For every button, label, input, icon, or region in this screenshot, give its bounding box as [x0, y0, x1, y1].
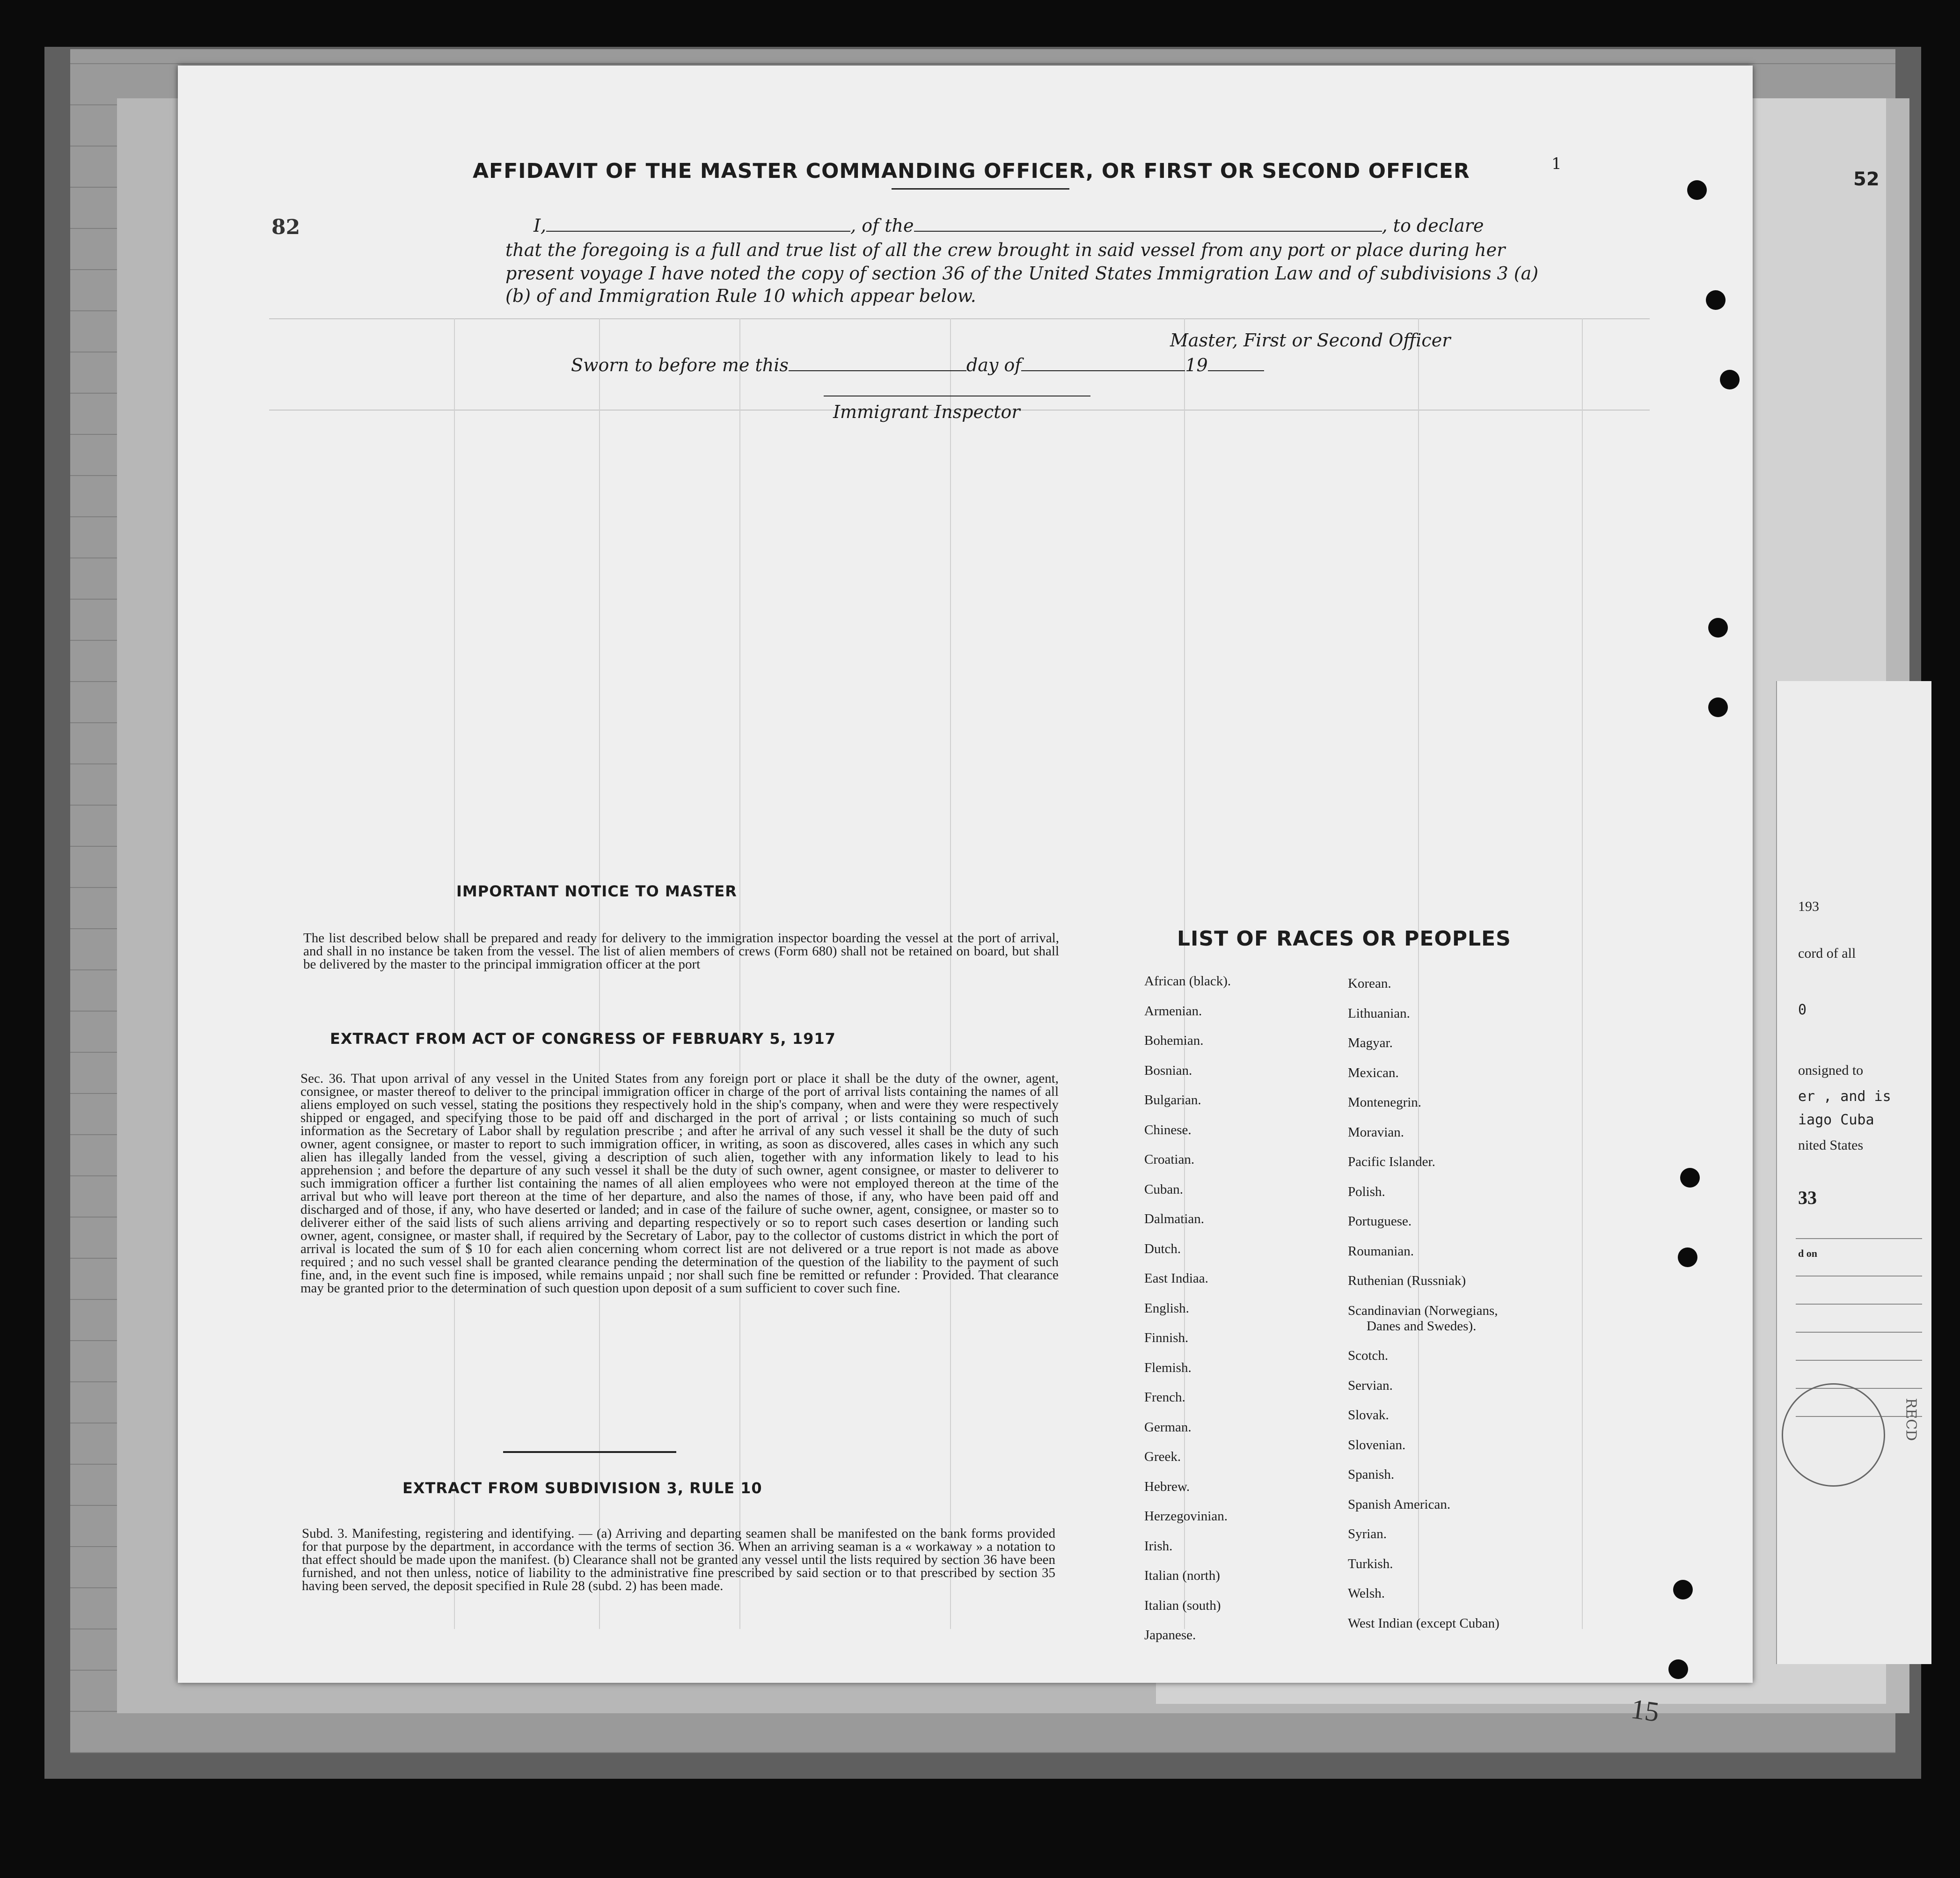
race-item: English. — [1144, 1300, 1189, 1316]
punch-hole — [1720, 370, 1740, 389]
race-item: Cuban. — [1144, 1181, 1183, 1197]
punch-hole — [1708, 618, 1728, 638]
race-item: Korean. — [1348, 976, 1391, 991]
affidavit-page — [178, 66, 1753, 1728]
race-item: Chinese. — [1144, 1122, 1192, 1137]
race-item: Welsh. — [1348, 1586, 1385, 1601]
punch-hole — [1668, 1659, 1688, 1679]
page-mark: 1 — [1551, 154, 1562, 173]
affidavit-title: AFFIDAVIT OF THE MASTER COMMANDING OFFICER, OR FIRST OR SECOND OFFICER — [473, 159, 1470, 183]
notice-heading: IMPORTANT NOTICE TO MASTER — [456, 882, 737, 900]
punch-hole — [1708, 697, 1728, 717]
races-heading: LIST OF RACES OR PEOPLES — [1177, 927, 1511, 951]
race-item: Polish. — [1348, 1184, 1385, 1199]
race-item: Bosnian. — [1144, 1063, 1192, 1078]
slip-line: d on — [1798, 1247, 1817, 1259]
punch-hole — [1706, 290, 1726, 310]
rule-extract-text: Subd. 3. Manifesting, registering and identifying. — (a) Arriving and departing seamen shall be manifested on the bank forms provided for that purpose by the department, in accordance with the terms of section 36. When an arriving seaman is a « workaway » a notation to that effect should be made upon the manifest. (b) Clearance shall not be granted any vessel until the lists required by section 36 have been furnished, and not then unless, notice of liability to the administrative fine prescribed by said section or to that prescribed by section 35 having been served, the deposit specified in Rule 28 (subd. 2) has been made. — [302, 1526, 1055, 1593]
race-item: Slovak. — [1348, 1408, 1389, 1423]
race-item: Pacific Islander. — [1348, 1154, 1435, 1169]
race-item: Italian (south) — [1144, 1598, 1221, 1613]
stamp-number: 82 — [271, 215, 300, 239]
race-item: Dalmatian. — [1144, 1211, 1205, 1226]
race-item: Bohemian. — [1144, 1033, 1204, 1048]
affidavit-line-3: present voyage I have noted the copy of section 36 of the United States Immigration Law and of subdivisions 3 (a) — [505, 263, 1539, 284]
race-item: Portuguese. — [1348, 1214, 1412, 1229]
handwritten-page-number: 15 — [1629, 1693, 1661, 1728]
show-through-line — [950, 318, 951, 1629]
race-item: Flemish. — [1144, 1360, 1192, 1375]
slip-line: nited States — [1798, 1137, 1864, 1153]
race-item: Montenegrin. — [1348, 1095, 1422, 1110]
race-item: Dutch. — [1144, 1241, 1181, 1256]
race-item: Roumanian. — [1348, 1243, 1414, 1259]
race-item: Magyar. — [1348, 1035, 1393, 1050]
races-right-column — [1348, 976, 1499, 1645]
punch-hole — [1673, 1580, 1693, 1599]
slip-rule — [1796, 1238, 1922, 1239]
slip-line: 0 — [1798, 1002, 1807, 1018]
race-item: West Indian (except Cuban) — [1348, 1615, 1499, 1631]
act-extract-text: Sec. 36. That upon arrival of any vessel in the United States from any foreign port or place it shall be the duty of the owner, agent, consignee, or master thereof to deliver to the principal immigration officer in charge of the port of arrival lists containing the names of all aliens employed on such vessel, stating the positions they respectively hold in the ship's company, when and were they were respectively shipped or engaged, and specifying those to be paid off and discharged in the port of arrival ; or lists containing so much of such information as the Secretary of Labor shall by regulation prescribe ; and after he arrival of any such vessel it shall be the duty of such owner, agent consignee, or master to report to such immigration officer, in writing, as soon as discovered, alles cases in which any such alien has illegally landed from the vessel, giving a description of such alien, together with any information likely to lead to his apprehension ; and before the departure of any such vessel it shall be the duty of such owner, agent consignee, or master to deliverer to such immigration officer a further list containing the names of all alien employees who were not employed thereon at the time of the arrival but who will leave port thereon at the time of her departure, and also the names of those, if any, who have been paid off and discharged and of those, if any, who have deserted or landed; and in case of the failure of suche owner, agent, consignee, or master so to deliverer either of the said lists of such aliens arriving and departing respectively or so to report such cases desertion or landing such owner, agent, consignee, or master shall, if required by the Secretary of Labor, pay to the collector of customs district in which the port of arrival is located the sum of $ 10 for each alien concerning whom correct list are not delivered or a true report is not made as above required ; and no such vessel shall be granted clearance pending the determination of the question of the liability to the payment of such fine, and, in the event such fine is imposed, while remains unpaid ; nor shall such fine be remitted or refunder : Provided. That clearance may be granted prior to the determination of such question upon deposit of a sum sufficient to cover such fine. — [300, 1071, 1059, 1296]
race-item: Spanish American. — [1348, 1497, 1451, 1512]
slip-line: 193 — [1798, 899, 1819, 914]
race-item: Bulgarian. — [1144, 1093, 1201, 1108]
race-item: French. — [1144, 1390, 1185, 1405]
slip-line: 33 — [1798, 1187, 1817, 1208]
slip-line: cord of all — [1798, 946, 1856, 961]
races-left-column — [1144, 974, 1231, 1658]
race-item: Croatian. — [1144, 1152, 1195, 1167]
race-item: Greek. — [1144, 1449, 1181, 1464]
race-item: Slovenian. — [1348, 1437, 1406, 1453]
slip-line: onsigned to — [1798, 1063, 1864, 1078]
affidavit-line-1: I, , of the , to declare — [534, 215, 1484, 236]
act-extract-heading: EXTRACT FROM ACT OF CONGRESS OF FEBRUARY 5, 1917 — [330, 1030, 836, 1048]
received-stamp-text: RECD — [1902, 1398, 1919, 1441]
race-item: Lithuanian. — [1348, 1005, 1410, 1021]
punch-hole — [1680, 1168, 1700, 1188]
slip-rule — [1796, 1332, 1922, 1333]
punch-hole — [1687, 180, 1707, 200]
race-item: Scandinavian (Norwegians, — [1348, 1303, 1498, 1318]
race-item: Servian. — [1348, 1378, 1393, 1393]
section-divider — [503, 1451, 676, 1453]
slip-line: iago Cuba — [1798, 1112, 1874, 1128]
show-through-line — [454, 318, 455, 1629]
race-item-continuation: Danes and Swedes). — [1367, 1319, 1477, 1334]
race-item: Mexican. — [1348, 1065, 1399, 1080]
title-rule — [892, 188, 1069, 190]
race-item: Japanese. — [1144, 1628, 1196, 1643]
rule-extract-heading: EXTRACT FROM SUBDIVISION 3, RULE 10 — [402, 1479, 762, 1497]
notice-text: The list described below shall be prepared and ready for delivery to the immigration inspector boarding the vessel at the port of arrival, and shall in no instance be taken from the vessel. The list of alien members of crews (Form 680) shall not be retained on board, but shall be delivered by the master to the principal immigration officer at the port — [303, 931, 1059, 972]
race-item: Herzegovinian. — [1144, 1509, 1228, 1524]
race-item: Armenian. — [1144, 1003, 1202, 1019]
received-stamp-seal — [1782, 1383, 1885, 1487]
race-item: Scotch. — [1348, 1348, 1389, 1363]
show-through-line — [739, 318, 740, 1629]
race-item: Irish. — [1144, 1538, 1173, 1554]
slip-rule — [1796, 1360, 1922, 1361]
race-item: Moravian. — [1348, 1124, 1404, 1140]
affidavit-line-2: that the foregoing is a full and true list of all the crew brought in said vessel from any port or place during her — [505, 240, 1506, 260]
show-through-line — [1582, 318, 1583, 1629]
race-item: Finnish. — [1144, 1330, 1189, 1345]
race-item: German. — [1144, 1419, 1192, 1435]
inspector-label: Immigrant Inspector — [833, 402, 1020, 422]
slip-line: er , and is — [1798, 1088, 1891, 1105]
affidavit-line-4: (b) of and Immigration Rule 10 which appear below. — [505, 286, 976, 306]
show-through-line — [269, 318, 1650, 319]
right-margin-number: 52 — [1853, 169, 1880, 190]
race-item: Spanish. — [1348, 1467, 1395, 1482]
race-item: Hebrew. — [1144, 1479, 1190, 1494]
race-item: East Indiaa. — [1144, 1271, 1208, 1286]
show-through-line — [599, 318, 600, 1629]
race-item: Ruthenian (Russniak) — [1348, 1273, 1466, 1288]
race-item: Turkish. — [1348, 1556, 1393, 1571]
sworn-line: Sworn to before me this day of 19 — [571, 355, 1264, 375]
race-item: African (black). — [1144, 974, 1231, 989]
attached-slip — [1776, 681, 1931, 1664]
slip-rule — [1796, 1304, 1922, 1305]
master-signature-label: Master, First or Second Officer — [1170, 330, 1451, 351]
race-item: Italian (north) — [1144, 1568, 1220, 1583]
race-item: Syrian. — [1348, 1526, 1387, 1541]
punch-hole — [1678, 1247, 1697, 1267]
